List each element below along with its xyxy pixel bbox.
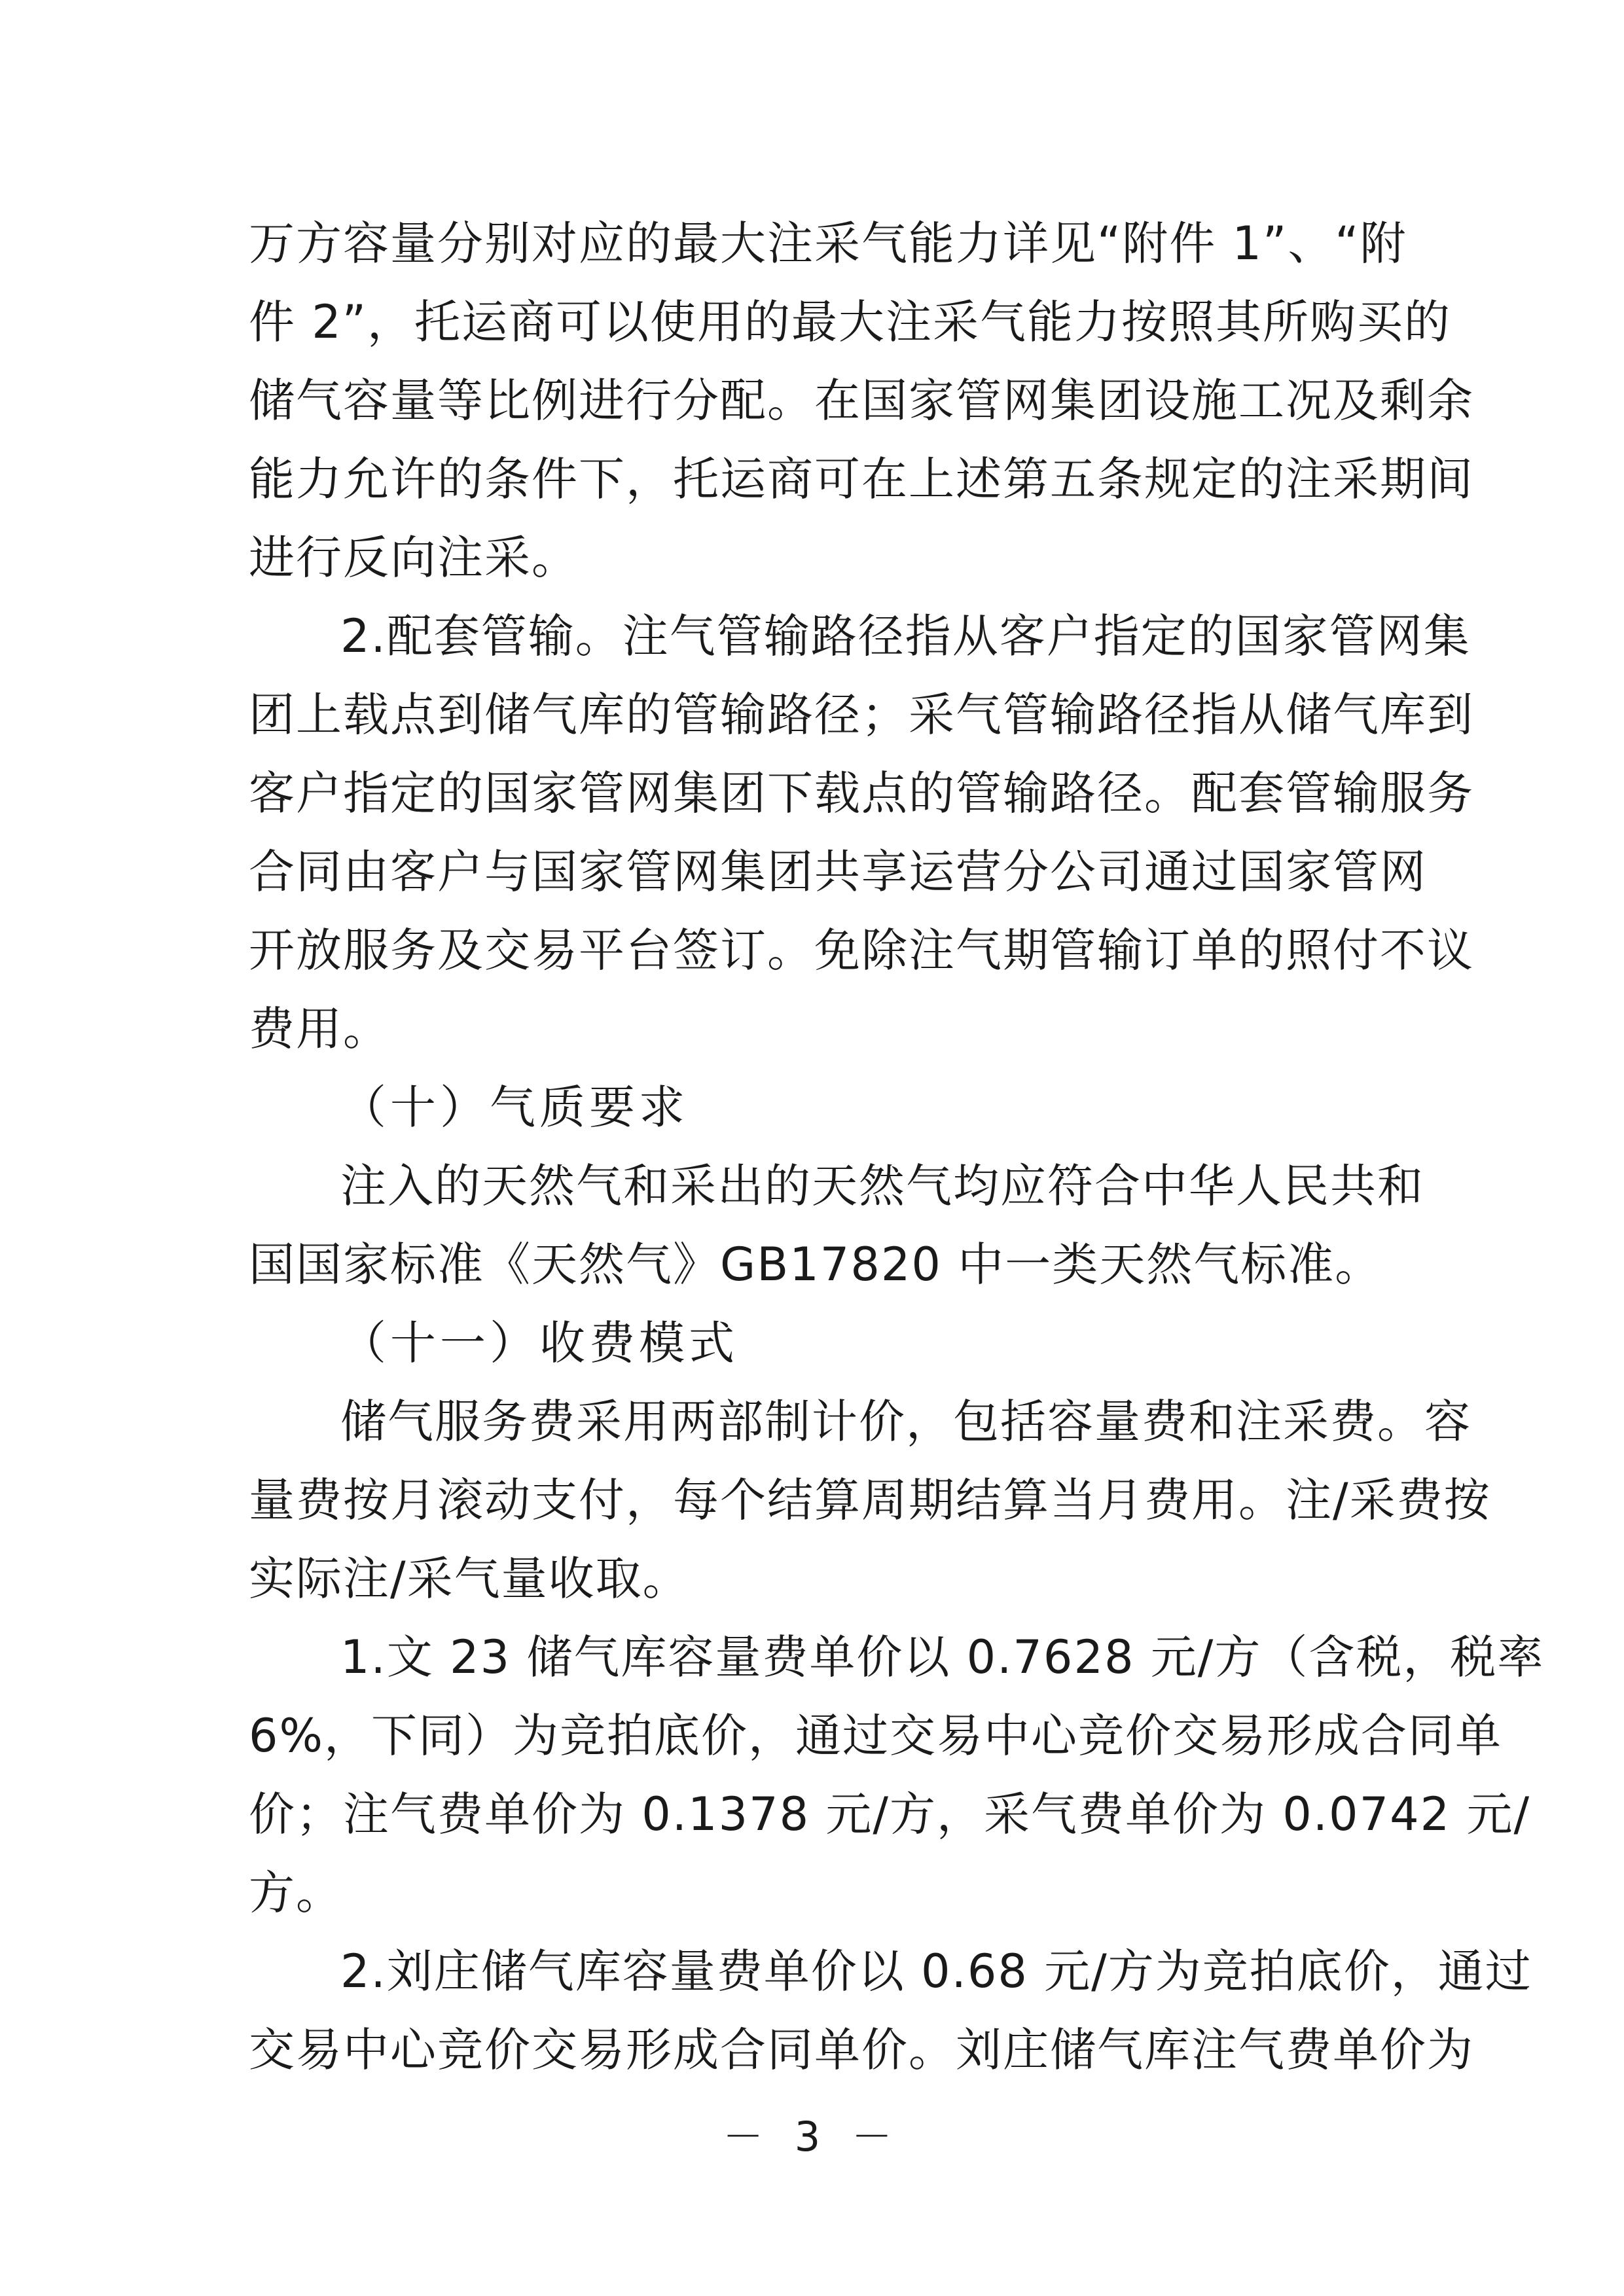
body-line: 进行反向注采。 bbox=[249, 531, 579, 584]
body-line: 合同由客户与国家管网集团共享运营分公司通过国家管网 bbox=[249, 845, 1427, 899]
body-line: 价；注气费单价为 0.1378 元/方，采气费单价为 0.0742 元/ bbox=[249, 1787, 1531, 1841]
body-line: 开放服务及交易平台签订。免除注气期管输订单的照付不议 bbox=[249, 924, 1474, 977]
body-line: 储气服务费采用两部制计价，包括容量费和注采费。容 bbox=[340, 1395, 1471, 1448]
body-line: 方。 bbox=[249, 1866, 343, 1920]
page-number: － 3 － bbox=[723, 2113, 901, 2161]
body-line: 国国家标准《天然气》GB17820 中一类天然气标准。 bbox=[249, 1238, 1382, 1291]
body-line: 实际注/采气量收取。 bbox=[249, 1552, 690, 1605]
body-line: 费用。 bbox=[249, 1002, 390, 1056]
body-line: 件 2”，托运商可以使用的最大注采气能力按照其所购买的 bbox=[249, 295, 1452, 349]
body-line: 注入的天然气和采出的天然气均应符合中华人民共和 bbox=[340, 1159, 1424, 1213]
section-heading: （十一）收费模式 bbox=[340, 1316, 738, 1370]
body-line: 6%，下同）为竞拍底价，通过交易中心竞价交易形成合同单 bbox=[249, 1709, 1503, 1763]
body-line: 能力允许的条件下，托运商可在上述第五条规定的注采期间 bbox=[249, 452, 1474, 506]
body-line: 2.配套管输。注气管输路径指从客户指定的国家管网集 bbox=[340, 609, 1471, 663]
body-line: 交易中心竞价交易形成合同单价。刘庄储气库注气费单价为 bbox=[249, 2023, 1474, 2077]
body-line: 量费按月滚动支付，每个结算周期结算当月费用。注/采费按 bbox=[249, 1473, 1491, 1527]
body-line: 客户指定的国家管网集团下载点的管输路径。配套管输服务 bbox=[249, 766, 1474, 820]
body-line: 1.文 23 储气库容量费单价以 0.7628 元/方（含税，税率 bbox=[340, 1630, 1545, 1684]
body-line: 万方容量分别对应的最大注采气能力详见“附件 1”、“附 bbox=[249, 217, 1407, 270]
body-line: 团上载点到储气库的管输路径；采气管输路径指从储气库到 bbox=[249, 688, 1474, 742]
body-line: 储气容量等比例进行分配。在国家管网集团设施工况及剩余 bbox=[249, 374, 1474, 427]
body-line: 2.刘庄储气库容量费单价以 0.68 元/方为竞拍底价，通过 bbox=[340, 1945, 1532, 1998]
section-heading: （十）气质要求 bbox=[340, 1081, 689, 1134]
